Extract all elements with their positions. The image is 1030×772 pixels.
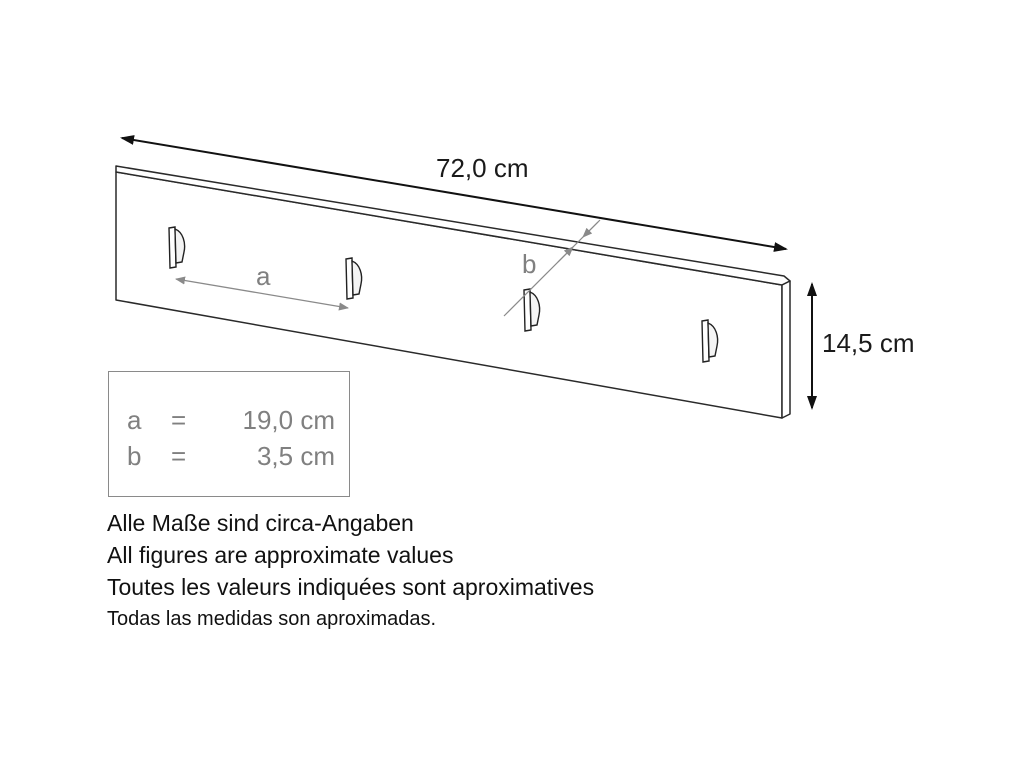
note-german: Alle Maße sind circa-Angaben <box>107 510 414 536</box>
legend-key: b <box>127 441 142 471</box>
note-french: Toutes les valeurs indiquées sont aproximatives <box>107 574 595 600</box>
legend-value: 19,0 cm <box>242 405 335 435</box>
legend-equals: = <box>171 405 187 435</box>
note-english: All figures are approximate values <box>107 542 454 568</box>
disclaimer-notes <box>107 507 594 635</box>
legend-box <box>108 371 350 497</box>
b-arrow-upper <box>583 222 598 237</box>
legend-equals: = <box>171 441 187 471</box>
note-spanish: Todas las medidas son aproximadas. <box>107 608 437 630</box>
legend-key: a <box>127 405 142 435</box>
width-label: 72,0 cm <box>436 153 529 183</box>
a-letter: a <box>256 261 271 291</box>
height-label: 14,5 cm <box>822 328 915 358</box>
b-letter: b <box>522 249 537 279</box>
legend-value: 3,5 cm <box>256 441 335 471</box>
